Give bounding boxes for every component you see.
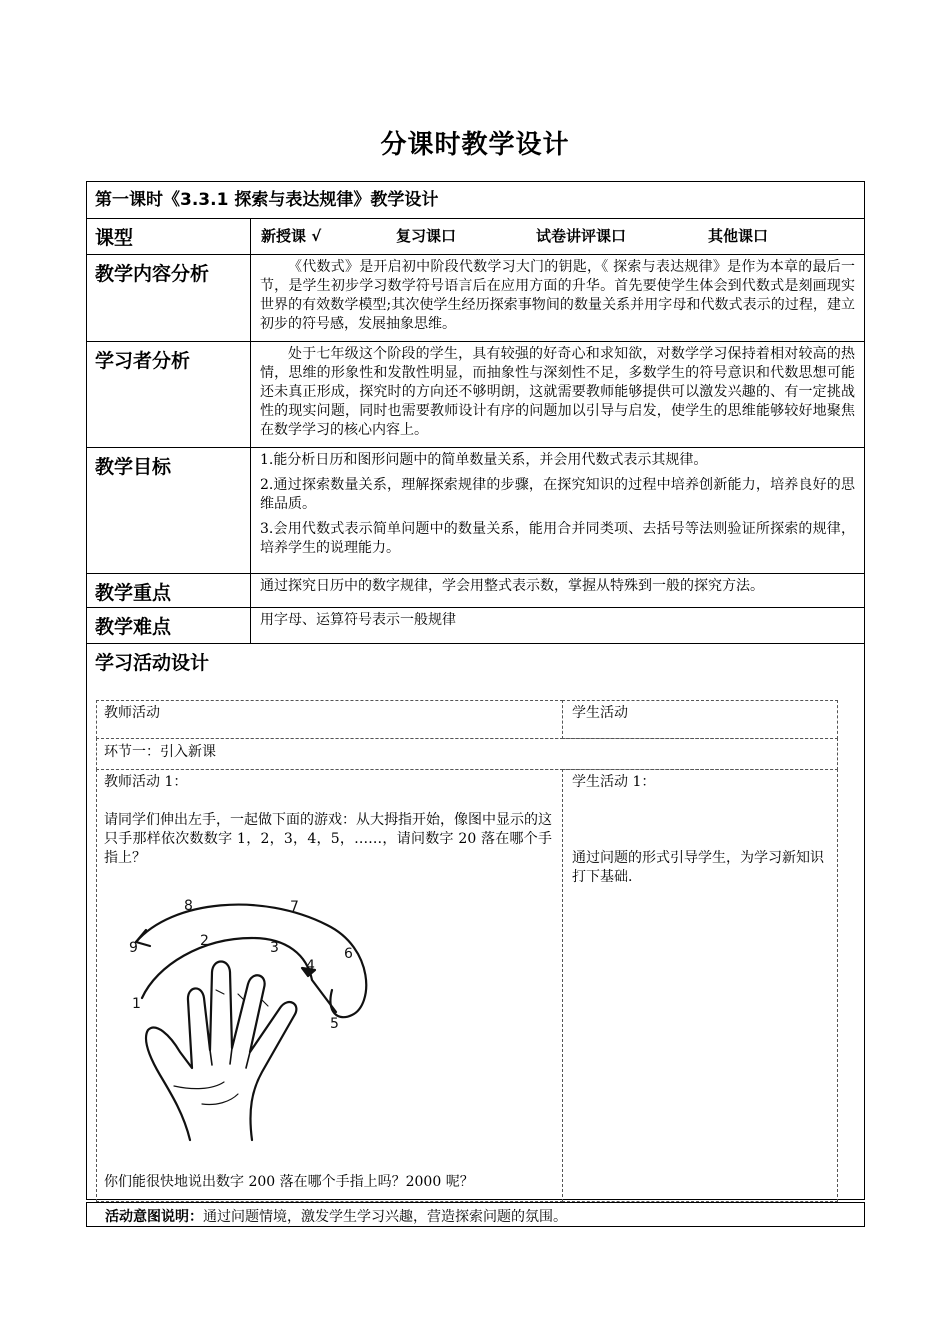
- key-point-label: 教学重点: [87, 574, 251, 608]
- content-analysis-text: 《代数式》是开启初中阶段代数学习大门的钥匙，《 探索与表达规律》是作为本章的最后一节，是学生初步学习数学符号语言后在应用方面的升华。首先要使学生体会到代数式是刻画现实世界的有效数学模型;其次使学生经历探索事物间的数量关系并用字母和代数式表示的过程，建立初步的符号感，发展抽象思维。: [251, 255, 865, 342]
- teacher-activity-title: 教师活动 1：: [104, 774, 188, 790]
- goals-list: [251, 448, 865, 574]
- student-activity-title: 学生活动 1：: [572, 774, 656, 790]
- course-type-label: 课型: [87, 219, 251, 255]
- key-point-text: 通过探究日历中的数字规律，学会用整式表示数，掌握从特殊到一般的探究方法。: [251, 574, 865, 608]
- figure-number: 2: [200, 933, 209, 949]
- activity-intent: [86, 1202, 865, 1227]
- figure-number: 8: [184, 898, 193, 914]
- activity-table: [96, 700, 838, 1202]
- course-type-options: [251, 219, 865, 255]
- learner-analysis-label: 学习者分析: [87, 342, 251, 448]
- intent-label: 活动意图说明：: [105, 1209, 203, 1225]
- student-header: 学生活动: [572, 705, 628, 721]
- figure-number: 3: [270, 940, 279, 956]
- difficulty-label: 教学难点: [87, 608, 251, 644]
- difficulty-text: 用字母、运算符号表示一般规律: [251, 608, 865, 644]
- page-title: 分课时教学设计: [380, 130, 570, 160]
- course-type-exam: 试卷讲评课口: [536, 227, 627, 245]
- figure-number: 5: [330, 1016, 339, 1032]
- teacher-question: 你们能很快地说出数字 200 落在哪个手指上吗？2000 呢？: [104, 1174, 474, 1190]
- goal-item: 2.通过探索数量关系，理解探索规律的步骤，在探究知识的过程中培养创新能力，培养良好的思维品质。: [260, 477, 855, 512]
- figure-number: 6: [344, 946, 353, 962]
- goal-item: 3.会用代数式表示简单问题中的数量关系，能用合并同类项、去括号等法则验证所探索的规律，培养学生的说理能力。: [260, 521, 855, 556]
- intent-text: 通过问题情境，激发学生学习兴趣，营造探索问题的氛围。: [203, 1209, 567, 1225]
- outer-count-arrow: [136, 905, 366, 1018]
- course-type-review: 复习课口: [396, 227, 457, 245]
- learner-analysis-text: 处于七年级这个阶段的学生，具有较强的好奇心和求知欲，对数学学习保持着相对较高的热情，思维的形象性和发散性明显，而抽象性与深刻性不足，多数学生的符号意识和代数思想可能还未真正形成，探究时的方向还不够明朗，这就需要教师能够提供可以激发兴趣的、有一定挑战性的现实问题，同时也需要教师设计有序的问题加以引导与启发，使学生的思维能够较好地聚焦在数学学习的核心内容上。: [251, 342, 865, 448]
- teacher-activity-text: 请同学们伸出左手，一起做下面的游戏：从大拇指开始，像图中显示的这只手那样依次数数字 1，2，3，4，5，……，请问数字 20 落在哪个手指上？: [104, 812, 552, 866]
- teacher-header: 教师活动: [104, 705, 160, 721]
- hand-counting-figure: [112, 890, 372, 1150]
- arrow-head: [136, 930, 150, 946]
- goals-label: 教学目标: [87, 448, 251, 574]
- student-activity-text: 通过问题的形式引导学生，为学习新知识打下基础.: [572, 850, 824, 885]
- figure-number: 4: [306, 958, 315, 974]
- content-analysis-label: 教学内容分析: [87, 255, 251, 342]
- course-type-new: 新授课 √: [261, 227, 322, 245]
- goal-item: 1.能分析日历和图形问题中的简单数量关系，并会用代数式表示其规律。: [260, 452, 708, 468]
- figure-number: 1: [132, 996, 141, 1012]
- hand-outline: [146, 962, 296, 1141]
- lesson-heading: 第一课时《3.3.1 探索与表达规律》教学设计: [87, 182, 865, 219]
- stage-label: 环节一：引入新课: [104, 744, 216, 760]
- figure-number: 7: [290, 899, 299, 915]
- figure-number: 9: [129, 940, 138, 956]
- course-type-other: 其他课口: [708, 227, 769, 245]
- activity-design-label: 学习活动设计: [95, 652, 210, 674]
